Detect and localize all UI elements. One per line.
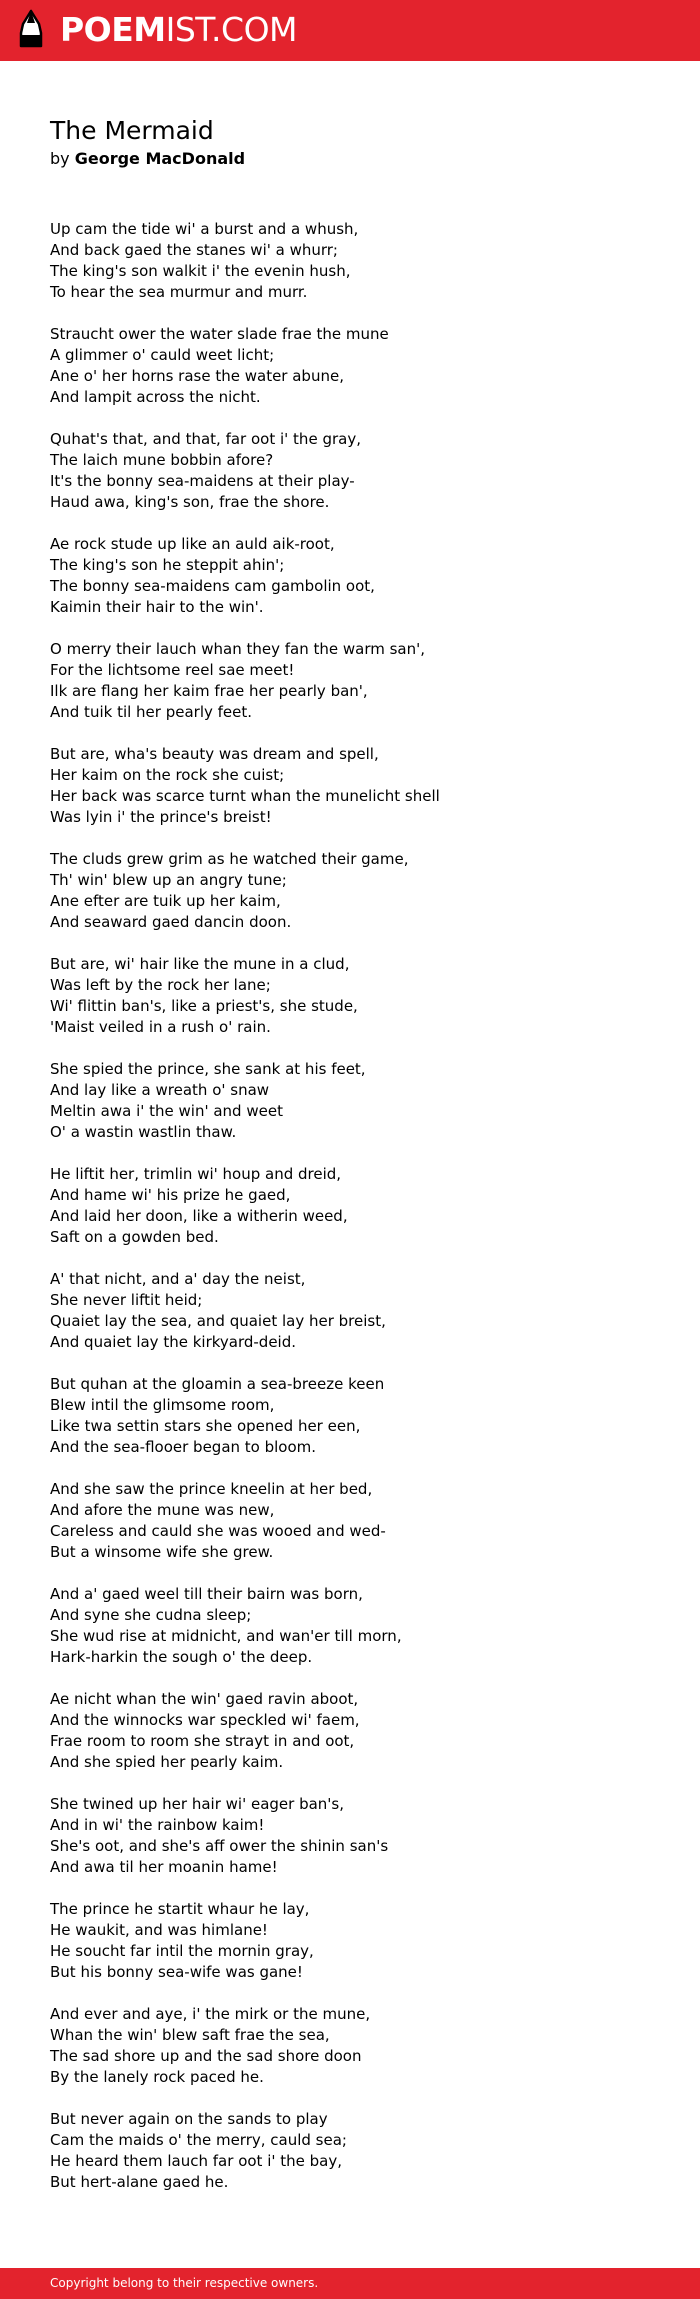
poem-line: Hark-harkin the sough o' the deep. xyxy=(50,1648,313,1666)
poem-line: Th' win' blew up an angry tune; xyxy=(50,871,287,889)
poem-line: Saft on a gowden bed. xyxy=(50,1228,219,1246)
stanza xyxy=(50,744,650,828)
poem-line: By the lanely rock paced he. xyxy=(50,2068,264,2086)
poem-line: The cluds grew grim as he watched their game, xyxy=(50,850,409,868)
poem-line: But never again on the sands to play xyxy=(50,2110,328,2128)
poem-line: Ilk are flang her kaim frae her pearly ban', xyxy=(50,682,368,700)
poem-line: She never liftit heid; xyxy=(50,1291,203,1309)
poem-line: And ever and aye, i' the mirk or the mune, xyxy=(50,2005,371,2023)
poem-line: And the winnocks war speckled wi' faem, xyxy=(50,1711,360,1729)
poem-line: Like twa settin stars she opened her een, xyxy=(50,1417,361,1435)
poem-line: But hert-alane gaed he. xyxy=(50,2173,229,2191)
poem-line: And hame wi' his prize he gaed, xyxy=(50,1186,291,1204)
poem-line: And laid her doon, like a witherin weed, xyxy=(50,1207,348,1225)
poem-line: For the lichtsome reel sae meet! xyxy=(50,661,295,679)
brand-name-light: IST.COM xyxy=(165,10,298,49)
stanza xyxy=(50,534,650,618)
poem-line: Meltin awa i' the win' and weet xyxy=(50,1102,283,1120)
site-header xyxy=(0,0,700,61)
poem-line: He soucht far intil the mornin gray, xyxy=(50,1942,314,1960)
poem-line: It's the bonny sea-maidens at their play- xyxy=(50,472,355,490)
stanza xyxy=(50,219,650,303)
poem-line: But quhan at the gloamin a sea-breeze keen xyxy=(50,1375,385,1393)
poem-line: And awa til her moanin hame! xyxy=(50,1858,278,1876)
stanza xyxy=(50,1059,650,1143)
poem-line: But are, wha's beauty was dream and spell, xyxy=(50,745,379,763)
poem-line: And she saw the prince kneelin at her bed, xyxy=(50,1480,373,1498)
poem-line: Ae nicht whan the win' gaed ravin aboot, xyxy=(50,1690,359,1708)
by-label: by xyxy=(50,149,70,168)
poem-line: A glimmer o' cauld weet licht; xyxy=(50,346,275,364)
stanza xyxy=(50,1899,650,1983)
poem-line: He liftit her, trimlin wi' houp and dreid, xyxy=(50,1165,342,1183)
poem-line: Ae rock stude up like an auld aik-root, xyxy=(50,535,335,553)
poem-line: He heard them lauch far oot i' the bay, xyxy=(50,2152,342,2170)
poem-title: The Mermaid xyxy=(50,116,214,145)
pen-nib-icon xyxy=(18,8,44,52)
poem-line: Frae room to room she strayt in and oot, xyxy=(50,1732,355,1750)
stanza xyxy=(50,1794,650,1878)
poem-line: The laich mune bobbin afore? xyxy=(50,451,274,469)
stanza xyxy=(50,1479,650,1563)
poem-line: Was left by the rock her lane; xyxy=(50,976,271,994)
poem-body xyxy=(50,219,650,2214)
poem-line: Careless and cauld she was wooed and wed- xyxy=(50,1522,386,1540)
poem-line: Was lyin i' the prince's breist! xyxy=(50,808,272,826)
poem-line: The bonny sea-maidens cam gambolin oot, xyxy=(50,577,375,595)
poem-line: Wi' flittin ban's, like a priest's, she stude, xyxy=(50,997,358,1015)
poem-line: And quaiet lay the kirkyard-deid. xyxy=(50,1333,296,1351)
poem-line: But a winsome wife she grew. xyxy=(50,1543,274,1561)
stanza xyxy=(50,1584,650,1668)
poem-line: The sad shore up and the sad shore doon xyxy=(50,2047,362,2065)
poem-line: Her back was scarce turnt whan the munelicht shell xyxy=(50,787,440,805)
brand-name xyxy=(60,8,297,52)
poem-line: And syne she cudna sleep; xyxy=(50,1606,252,1624)
poem-line: She spied the prince, she sank at his feet, xyxy=(50,1060,366,1078)
poem-line: And a' gaed weel till their bairn was born, xyxy=(50,1585,363,1603)
byline xyxy=(50,148,650,170)
poem-line: Blew intil the glimsome room, xyxy=(50,1396,275,1414)
stanza xyxy=(50,849,650,933)
poem-line: But his bonny sea-wife was gane! xyxy=(50,1963,303,1981)
poem-line: The king's son he steppit ahin'; xyxy=(50,556,285,574)
poem-line: To hear the sea murmur and murr. xyxy=(50,283,308,301)
stanza xyxy=(50,2109,650,2193)
copyright-notice: Copyright belong to their respective owners. xyxy=(50,2276,319,2290)
poem-line: O' a wastin wastlin thaw. xyxy=(50,1123,237,1141)
poem-line: She's oot, and she's aff ower the shinin san's xyxy=(50,1837,389,1855)
poem-line: Quhat's that, and that, far oot i' the gray, xyxy=(50,430,361,448)
site-logo[interactable] xyxy=(18,8,297,52)
stanza xyxy=(50,429,650,513)
poem-line: Ane o' her horns rase the water abune, xyxy=(50,367,344,385)
poem-heading xyxy=(50,116,650,170)
poem-line: And in wi' the rainbow kaim! xyxy=(50,1816,265,1834)
poem-line: The prince he startit whaur he lay, xyxy=(50,1900,310,1918)
poem-line: And afore the mune was new, xyxy=(50,1501,275,1519)
poem-line: Her kaim on the rock she cuist; xyxy=(50,766,285,784)
brand-name-bold: POEM xyxy=(60,10,166,49)
poem-line: Kaimin their hair to the win'. xyxy=(50,598,264,616)
stanza xyxy=(50,954,650,1038)
poem-line: Straucht ower the water slade frae the mune xyxy=(50,325,389,343)
poem-line: And back gaed the stanes wi' a whurr; xyxy=(50,241,338,259)
poem-line: Whan the win' blew saft frae the sea, xyxy=(50,2026,330,2044)
poem-line: He waukit, and was himlane! xyxy=(50,1921,268,1939)
poem-line: And tuik til her pearly feet. xyxy=(50,703,253,721)
poem-line: A' that nicht, and a' day the neist, xyxy=(50,1270,306,1288)
poem-line: And seaward gaed dancin doon. xyxy=(50,913,292,931)
poem-line: Cam the maids o' the merry, cauld sea; xyxy=(50,2131,347,2149)
poem-line: 'Maist veiled in a rush o' rain. xyxy=(50,1018,271,1036)
poem-line: She wud rise at midnicht, and wan'er till morn, xyxy=(50,1627,402,1645)
poem-line: Haud awa, king's son, frae the shore. xyxy=(50,493,330,511)
stanza xyxy=(50,2004,650,2088)
stanza xyxy=(50,1374,650,1458)
poem-line: And she spied her pearly kaim. xyxy=(50,1753,284,1771)
site-footer xyxy=(0,2268,700,2299)
author-name[interactable]: George MacDonald xyxy=(74,149,246,168)
poem-line: O merry their lauch whan they fan the warm san', xyxy=(50,640,426,658)
poem-line: But are, wi' hair like the mune in a clud, xyxy=(50,955,350,973)
poem-line: The king's son walkit i' the evenin hush, xyxy=(50,262,351,280)
poem-line: She twined up her hair wi' eager ban's, xyxy=(50,1795,344,1813)
poem-line: Ane efter are tuik up her kaim, xyxy=(50,892,281,910)
poem-line: And lay like a wreath o' snaw xyxy=(50,1081,270,1099)
stanza xyxy=(50,1689,650,1773)
stanza xyxy=(50,324,650,408)
poem-line: And the sea-flooer began to bloom. xyxy=(50,1438,317,1456)
poem-line: Quaiet lay the sea, and quaiet lay her breist, xyxy=(50,1312,386,1330)
stanza xyxy=(50,639,650,723)
stanza xyxy=(50,1164,650,1248)
stanza xyxy=(50,1269,650,1353)
poem-line: And lampit across the nicht. xyxy=(50,388,261,406)
poem-line: Up cam the tide wi' a burst and a whush, xyxy=(50,220,359,238)
